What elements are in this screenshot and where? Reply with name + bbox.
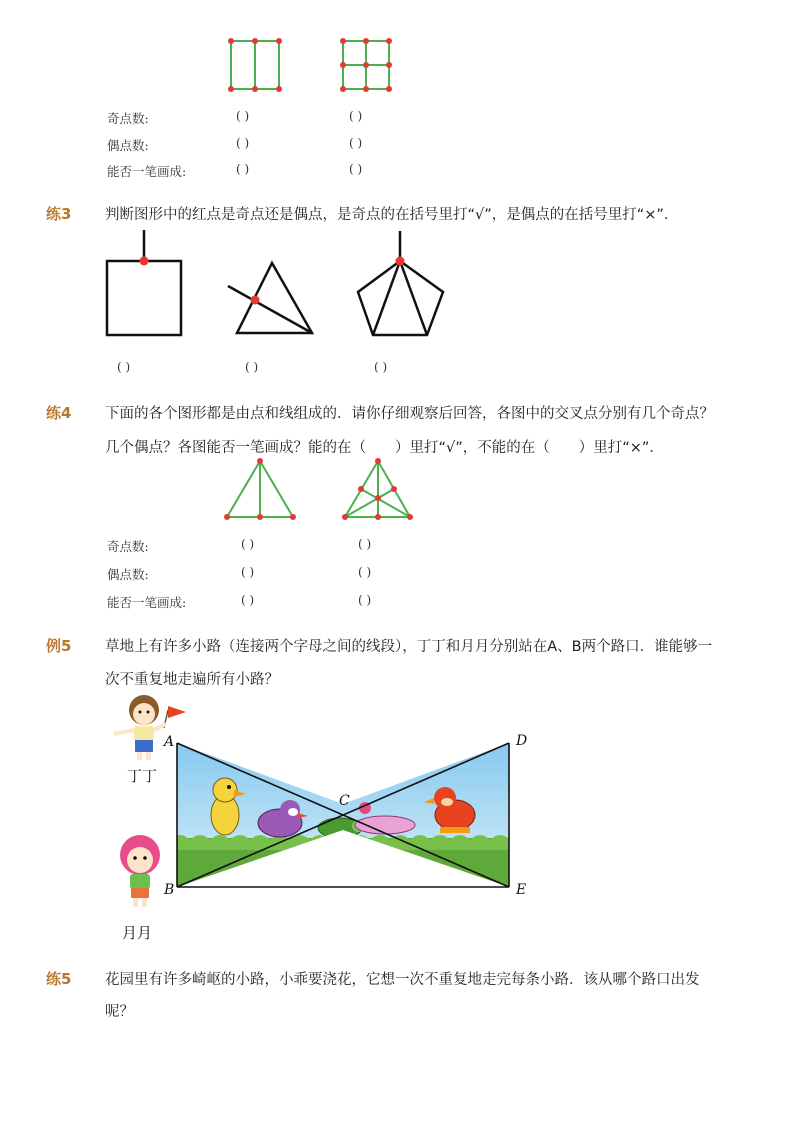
answer-blank[interactable]: ( ) [358,565,372,579]
answer-blank[interactable]: ( ) [358,593,372,607]
answer-blank[interactable]: ( ) [245,360,259,374]
answer-blank[interactable]: ( ) [349,162,363,176]
point-label-d: D [516,733,528,749]
even-count-label: 偶点数: [107,138,149,153]
meadow-illustration [100,690,540,945]
example-question: 草地上有许多小路（连接两个字母之间的线段），丁丁和月月分别站在A、B两个路口．谁能够一 [105,639,713,655]
red-point [396,257,405,266]
exercise-question: 几个偶点？各图能否一笔画成？能的在（ ）里打“√”，不能的在（ ）里打“×”． [105,440,664,456]
point-label-e: E [516,882,527,898]
point-label-a: A [164,734,175,750]
figure-grid-3col [231,41,279,89]
yueyue-character [120,835,160,907]
ex4-figures [220,455,420,525]
ex3-figures [100,228,460,343]
point-label-b: B [164,882,175,898]
exercise-tag: 练5 [46,970,72,988]
odd-count-label: 奇点数: [107,111,149,126]
answer-blank[interactable]: ( ) [349,109,363,123]
point-label-c: C [339,793,350,809]
triangle-with-median [227,461,293,517]
exercise-tag: 练3 [46,205,72,223]
triangle-with-medians [345,461,410,517]
top-figures [220,30,400,100]
answer-blank[interactable]: ( ) [374,360,388,374]
answer-blank[interactable]: ( ) [358,537,372,551]
dingding-name: 丁丁 [127,767,158,785]
odd-count-label: 奇点数: [107,539,149,554]
answer-blank[interactable]: ( ) [349,136,363,150]
exercise-question: 下面的各个图形都是由点和线组成的．请你仔细观察后回答，各图中的交叉点分别有几个奇点？ [105,406,714,422]
square-figure [107,261,181,335]
exercise-question: 呢？ [105,1004,134,1020]
dingding-character [114,695,186,760]
pentagon-figure [358,261,443,335]
answer-blank[interactable]: ( ) [241,537,255,551]
example-tag: 例5 [46,637,72,655]
answer-blank[interactable]: ( ) [236,109,250,123]
answer-blank[interactable]: ( ) [236,136,250,150]
answer-blank[interactable]: ( ) [241,593,255,607]
answer-blank[interactable]: ( ) [241,565,255,579]
exercise-question: 花园里有许多崎岖的小路，小乖要浇花，它想一次不重复地走完每条小路．该从哪个路口出发 [105,972,700,988]
red-point [251,296,260,305]
even-count-label: 偶点数: [107,567,149,582]
red-point [140,257,149,266]
exercise-question: 判断图形中的红点是奇点还是偶点，是奇点的在括号里打“√”，是偶点的在括号里打“×”． [105,207,679,223]
answer-blank[interactable]: ( ) [236,162,250,176]
one-stroke-label: 能否一笔画成: [107,164,187,179]
one-stroke-label: 能否一笔画成: [107,595,187,610]
answer-blank[interactable]: ( ) [117,360,131,374]
exercise-tag: 练4 [46,404,72,422]
yueyue-name: 月月 [122,924,153,942]
example-question: 次不重复地走遍所有小路？ [105,672,279,688]
